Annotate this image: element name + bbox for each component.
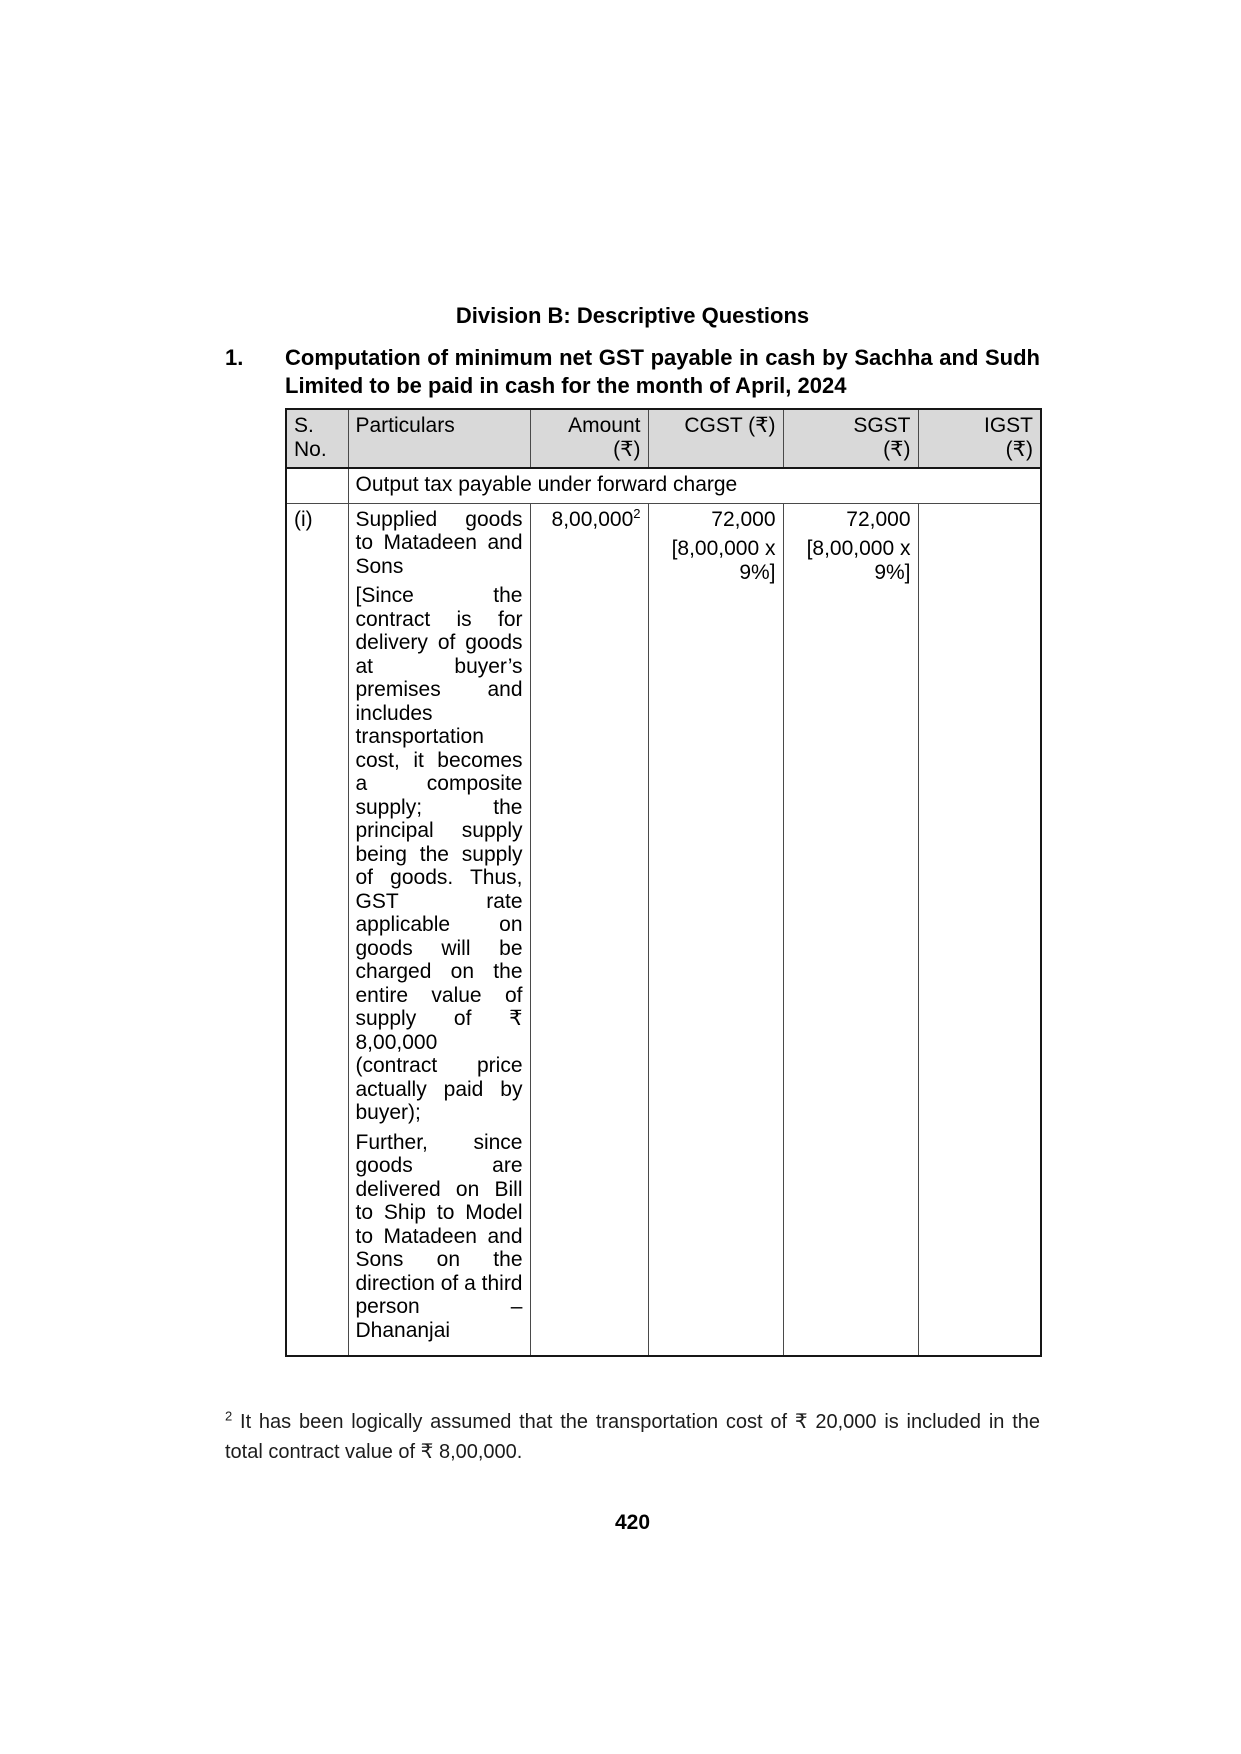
- page-number: 420: [614, 1511, 651, 1534]
- footnote: [225, 1407, 1040, 1467]
- page-content: [225, 0, 1040, 1534]
- cell-cgst: [648, 503, 783, 1356]
- col-header-sgst: [783, 409, 918, 468]
- col-header-sgst-line2: (₹): [883, 437, 911, 461]
- sgst-workings: [8,00,000 x 9%]: [806, 537, 911, 584]
- col-header-amount-line2: (₹): [613, 437, 641, 461]
- col-header-igst-line1: IGST: [983, 414, 1033, 437]
- footnote-marker: 2: [225, 1408, 233, 1424]
- table-header-row: [286, 409, 1041, 468]
- amount-value: 8,00,000: [551, 507, 634, 531]
- col-header-cgst-line1: CGST (₹): [684, 414, 776, 437]
- section-label: Output tax payable under forward charge: [348, 468, 1041, 503]
- col-header-amount-line1: Amount: [568, 414, 641, 437]
- col-header-particulars: [348, 409, 530, 468]
- cell-particulars: [348, 503, 530, 1356]
- question-heading: Computation of minimum net GST payable in cash by Sachha and Sudh Limited to be paid in cash for the month of April, 2024: [285, 345, 1040, 398]
- section-row: [286, 468, 1041, 503]
- col-header-sno: [286, 409, 348, 468]
- particulars-paragraph-1: Supplied goods to Matadeen and Sons: [355, 507, 523, 578]
- cell-section-sno-empty: [286, 468, 348, 503]
- col-header-particulars-line1: Particulars: [355, 414, 455, 437]
- cell-igst: [918, 503, 1041, 1356]
- cgst-value: 72,000: [711, 507, 776, 531]
- cell-amount: [530, 503, 648, 1356]
- question-number: 1.: [225, 345, 244, 370]
- cell-sno: (i): [286, 503, 348, 1356]
- table-row-i: [286, 503, 1041, 1356]
- particulars-paragraph-2: [Since the contract is for delivery of goods at buyer’s premises and includes transportation cost, it becomes a composite supply; the principal supply being the supply of goods. Thus, GST rate applicable on goods will be charged on the entire value of supply of ₹ 8,00,000 (contract price actually paid by buyer);: [355, 584, 523, 1124]
- amount-footnote-ref: 2: [633, 505, 641, 521]
- section-title: Division B: Descriptive Questions: [455, 303, 810, 328]
- cgst-workings: [8,00,000 x 9%]: [671, 537, 776, 584]
- col-header-amount: [530, 409, 648, 468]
- question-block: [225, 344, 1040, 400]
- col-header-igst-line2: (₹): [1005, 437, 1033, 461]
- gst-computation-table: [285, 408, 1042, 1357]
- col-header-sno-line1: S.: [294, 414, 314, 437]
- particulars-paragraph-3: Further, since goods are delivered on Bill to Ship to Model to Matadeen and Sons on the direction of a third person – Dhananjai: [355, 1130, 523, 1342]
- cell-sgst: [783, 503, 918, 1356]
- col-header-sgst-line1: SGST: [853, 414, 911, 437]
- col-header-cgst: [648, 409, 783, 468]
- footnote-text: It has been logically assumed that the transportation cost of ₹ 20,000 is included in the total contract value of ₹ 8,00,000.: [225, 1411, 1040, 1463]
- col-header-igst: [918, 409, 1041, 468]
- sgst-value: 72,000: [846, 507, 911, 531]
- col-header-sno-line2: No.: [294, 437, 327, 461]
